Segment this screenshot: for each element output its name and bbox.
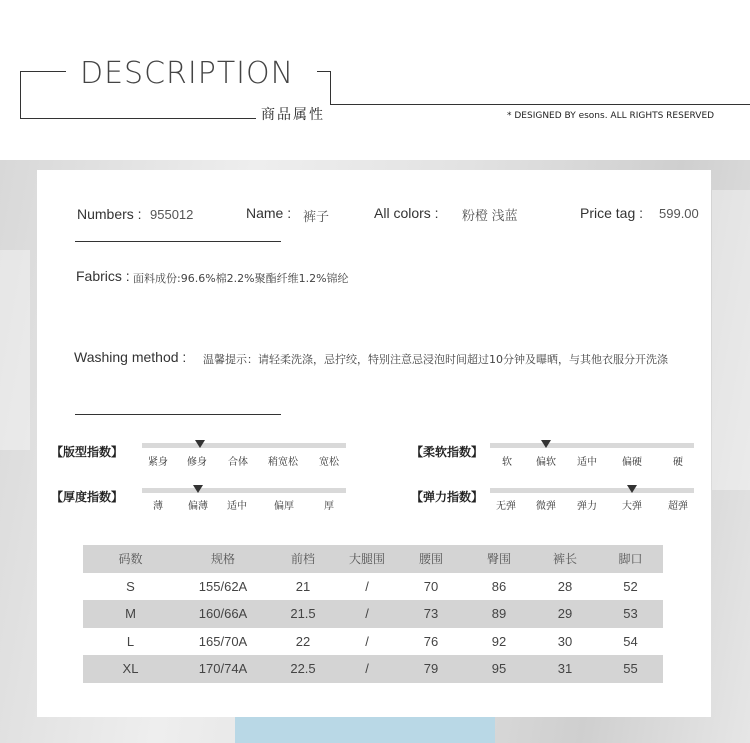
size-table-cell: 165/70A [198,633,248,649]
numbers-value: 955012 [150,207,194,222]
size-table-cell: 22.5 [290,661,316,677]
elasticity-index-title: 【弹力指数】 [411,490,484,504]
header-frame-right [330,71,331,105]
size-table-row [83,600,663,628]
size-table-cell: S [126,578,135,594]
thickness-index-track [142,488,346,493]
fit-index-option: 紧身 [148,457,168,468]
thickness-index-option: 薄 [153,501,163,512]
size-table-cell: / [365,606,369,622]
background-blue-garment [235,716,495,743]
thickness-index-option: 厚 [324,501,334,512]
elasticity-index-marker [627,485,637,493]
fit-index-track [142,443,346,448]
fit-index-option: 合体 [228,457,248,468]
price-label: Price tag : [580,205,644,221]
elasticity-index-option: 无弹 [496,501,516,512]
size-table-cell: 92 [491,633,507,649]
background-fold-2 [712,190,750,490]
elasticity-index-option: 弹力 [577,501,597,512]
size-table-cell: 52 [623,578,638,594]
size-table-row [83,628,663,656]
elasticity-index-option: 超弹 [668,501,688,512]
size-table [83,545,663,683]
size-table-header-cell: 码数 [118,552,143,567]
size-table-cell: 21 [295,578,311,594]
size-table-cell: 70 [423,578,439,594]
size-table-header-cell: 裤长 [552,552,577,567]
colors-value: 粉橙 浅蓝 [462,208,518,223]
softness-index-option: 硬 [673,457,683,468]
size-table-cell: 76 [423,633,439,649]
softness-index-title: 【柔软指数】 [411,445,484,459]
size-table-cell: 31 [557,661,573,677]
size-table-cell: 53 [623,606,638,622]
size-table-header-cell: 前档 [290,552,315,567]
size-table-cell: 73 [423,606,439,622]
washing-label: Washing method : [74,349,187,365]
fit-index-option: 稍宽松 [268,457,298,468]
elasticity-index-option: 大弹 [622,501,642,512]
size-table-row [83,655,663,683]
washing-value: 温馨提示：请轻柔洗涤，忌拧绞，特别注意忌浸泡时间超过10分钟及曝晒，与其他衣服分开洗涤 [203,353,668,366]
fit-index-title: 【版型指数】 [51,445,124,459]
fabrics-label: Fabrics : [76,268,130,284]
size-table-cell: 22 [295,633,311,649]
thickness-index-option: 偏厚 [274,501,294,512]
name-value: 裤子 [303,209,330,224]
size-table-cell: 55 [623,661,638,677]
size-table-cell: 54 [623,633,638,649]
fit-index-option: 宽松 [319,457,339,468]
size-table-cell: 29 [557,606,573,622]
size-table-cell: 79 [423,661,439,677]
softness-index-option: 偏软 [536,457,556,468]
page-subtitle: 商品属性 [261,107,325,123]
size-table-cell: 95 [491,661,507,677]
size-table-cell: / [365,578,369,594]
fit-index-marker [195,440,205,448]
header-frame-top-left [20,71,66,72]
size-table-cell: 28 [557,578,573,594]
softness-index-track [490,443,694,448]
fit-index-option: 修身 [187,457,207,468]
size-table-cell: 160/66A [198,606,248,622]
divider-1 [75,241,281,242]
size-table-cell: 89 [491,606,507,622]
thickness-index-option: 适中 [227,501,247,512]
numbers-label: Numbers : [77,206,142,222]
softness-index-option: 偏硬 [622,457,642,468]
size-table-header-cell: 脚口 [618,552,643,567]
background-fold-1 [0,250,30,450]
thickness-index-option: 偏薄 [188,501,208,512]
softness-index-marker [541,440,551,448]
size-table-row [83,573,663,601]
size-table-cell: / [365,661,369,677]
copyright-text: * DESIGNED BY esons. ALL RIGHTS RESERVED [507,111,715,121]
header-frame-top-right [317,71,331,72]
size-table-cell: 30 [557,633,573,649]
size-table-header-cell: 臀围 [486,552,511,567]
size-table-cell: XL [122,661,139,677]
size-table-cell: 170/74A [198,661,248,677]
size-table-cell: M [125,606,136,622]
size-table-cell: 155/62A [198,578,248,594]
softness-index-option: 适中 [577,457,597,468]
size-table-header-cell: 规格 [210,552,235,567]
header-frame-left [20,71,21,119]
page-title: DESCRIPTION [80,56,295,91]
elasticity-index-option: 微弹 [536,501,556,512]
price-value: 599.00 [659,206,699,221]
thickness-index-title: 【厚度指数】 [51,490,124,504]
thickness-index-marker [193,485,203,493]
header-frame-bottom [20,118,256,119]
size-table-cell: L [126,633,135,649]
elasticity-index-track [490,488,694,493]
colors-label: All colors : [374,205,439,221]
size-table-cell: / [365,633,369,649]
name-label: Name : [246,205,292,221]
softness-index-option: 软 [502,457,512,468]
size-table-header-cell: 大腿围 [348,552,385,567]
size-table-header-row [83,545,663,573]
size-table-cell: 21.5 [290,606,316,622]
fabrics-value: 面料成份:96.6%棉2.2%聚酯纤维1.2%锦纶 [133,272,349,285]
size-table-cell: 86 [491,578,507,594]
header-long-rule [330,104,750,105]
size-table-header-cell: 腰围 [418,552,443,567]
divider-2 [75,414,281,415]
